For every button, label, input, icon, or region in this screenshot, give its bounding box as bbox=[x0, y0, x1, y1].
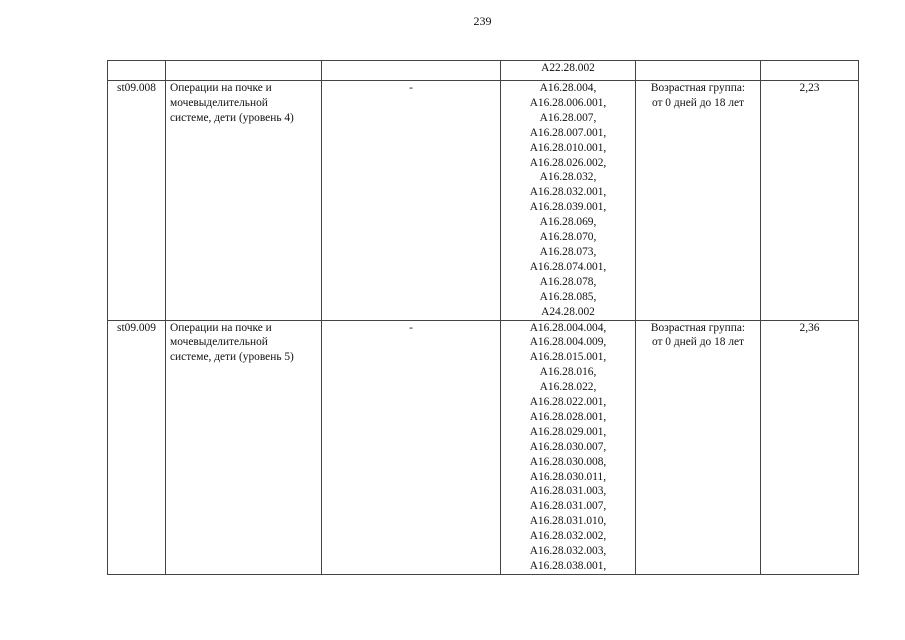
service-code: A16.28.069, bbox=[539, 216, 597, 229]
service-code: A16.28.032.001, bbox=[529, 186, 607, 199]
service-code: A16.28.022.001, bbox=[529, 396, 607, 409]
service-code: A16.28.031.007, bbox=[529, 500, 607, 513]
service-code: A16.28.028.001, bbox=[529, 410, 607, 423]
service-code: A16.28.007.001, bbox=[529, 126, 607, 139]
tariff-table bbox=[107, 60, 859, 575]
name-cell bbox=[166, 320, 322, 574]
dash-cell bbox=[322, 61, 501, 81]
criterion-cell bbox=[636, 61, 761, 81]
name-line: мочевыделительной bbox=[170, 96, 268, 109]
name-line: системе, дети (уровень 5) bbox=[170, 351, 294, 364]
criterion-cell bbox=[636, 81, 761, 321]
name-line: системе, дети (уровень 4) bbox=[170, 111, 294, 124]
service-code: A16.28.073, bbox=[539, 245, 597, 258]
name-line: мочевыделительной bbox=[170, 336, 268, 349]
name-cell bbox=[166, 61, 322, 81]
table-row bbox=[108, 320, 859, 574]
table-row bbox=[108, 61, 859, 81]
service-code: A16.28.029.001, bbox=[529, 425, 607, 438]
service-code: A16.28.032.002, bbox=[529, 530, 607, 543]
code-cell: st09.009 bbox=[108, 320, 166, 574]
coefficient-cell: 2,23 bbox=[761, 81, 859, 321]
coefficient-cell bbox=[761, 61, 859, 81]
service-code: A16.28.007, bbox=[539, 111, 597, 124]
service-code: A16.28.074.001, bbox=[529, 260, 607, 273]
service-code: A16.28.026.002, bbox=[529, 156, 607, 169]
service-code: A16.28.010.001, bbox=[529, 141, 607, 154]
service-code: A16.28.004.004, bbox=[529, 321, 607, 334]
service-code: A16.28.030.007, bbox=[529, 440, 607, 453]
code-cell: st09.008 bbox=[108, 81, 166, 321]
service-code: A16.28.038.001, bbox=[529, 560, 607, 572]
criterion-line: Возрастная группа: bbox=[650, 82, 746, 94]
service-code: A16.28.032, bbox=[539, 171, 597, 184]
service-code: A16.28.030.011, bbox=[529, 470, 607, 483]
service-code: A16.28.031.010, bbox=[529, 515, 607, 528]
dash-cell: - bbox=[322, 320, 501, 574]
service-codes-cell bbox=[501, 61, 636, 81]
code-cell bbox=[108, 61, 166, 81]
service-code: A16.28.004, bbox=[539, 82, 597, 94]
service-code: A16.28.022, bbox=[539, 381, 597, 394]
name-line: Операции на почке и bbox=[170, 82, 272, 94]
name-line: Операции на почке и bbox=[170, 321, 272, 334]
service-code: A16.28.039.001, bbox=[529, 201, 607, 214]
service-code: A16.28.085, bbox=[539, 290, 597, 303]
service-codes-cell bbox=[501, 320, 636, 574]
table-row bbox=[108, 81, 859, 321]
page-number: 239 bbox=[473, 14, 492, 28]
service-code: A16.28.015.001, bbox=[529, 351, 607, 364]
criterion-line: от 0 дней до 18 лет bbox=[651, 96, 745, 109]
dash-cell: - bbox=[322, 81, 501, 321]
service-code: A22.28.002 bbox=[541, 62, 595, 74]
name-cell bbox=[166, 81, 322, 321]
criterion-cell bbox=[636, 320, 761, 574]
service-code: A16.28.070, bbox=[539, 231, 597, 244]
criterion-line: от 0 дней до 18 лет bbox=[651, 336, 745, 349]
service-code: A16.28.016, bbox=[539, 366, 597, 379]
service-codes-cell bbox=[501, 81, 636, 321]
service-code: A16.28.031.003, bbox=[529, 485, 607, 498]
service-code: A24.28.002 bbox=[541, 305, 595, 318]
service-code: A16.28.006.001, bbox=[529, 96, 607, 109]
service-code: A16.28.078, bbox=[539, 275, 597, 288]
service-code: A16.28.004.009, bbox=[529, 336, 607, 349]
criterion-line: Возрастная группа: bbox=[650, 321, 746, 334]
service-code: A16.28.030.008, bbox=[529, 455, 607, 468]
coefficient-cell: 2,36 bbox=[761, 320, 859, 574]
service-code: A16.28.032.003, bbox=[529, 545, 607, 558]
